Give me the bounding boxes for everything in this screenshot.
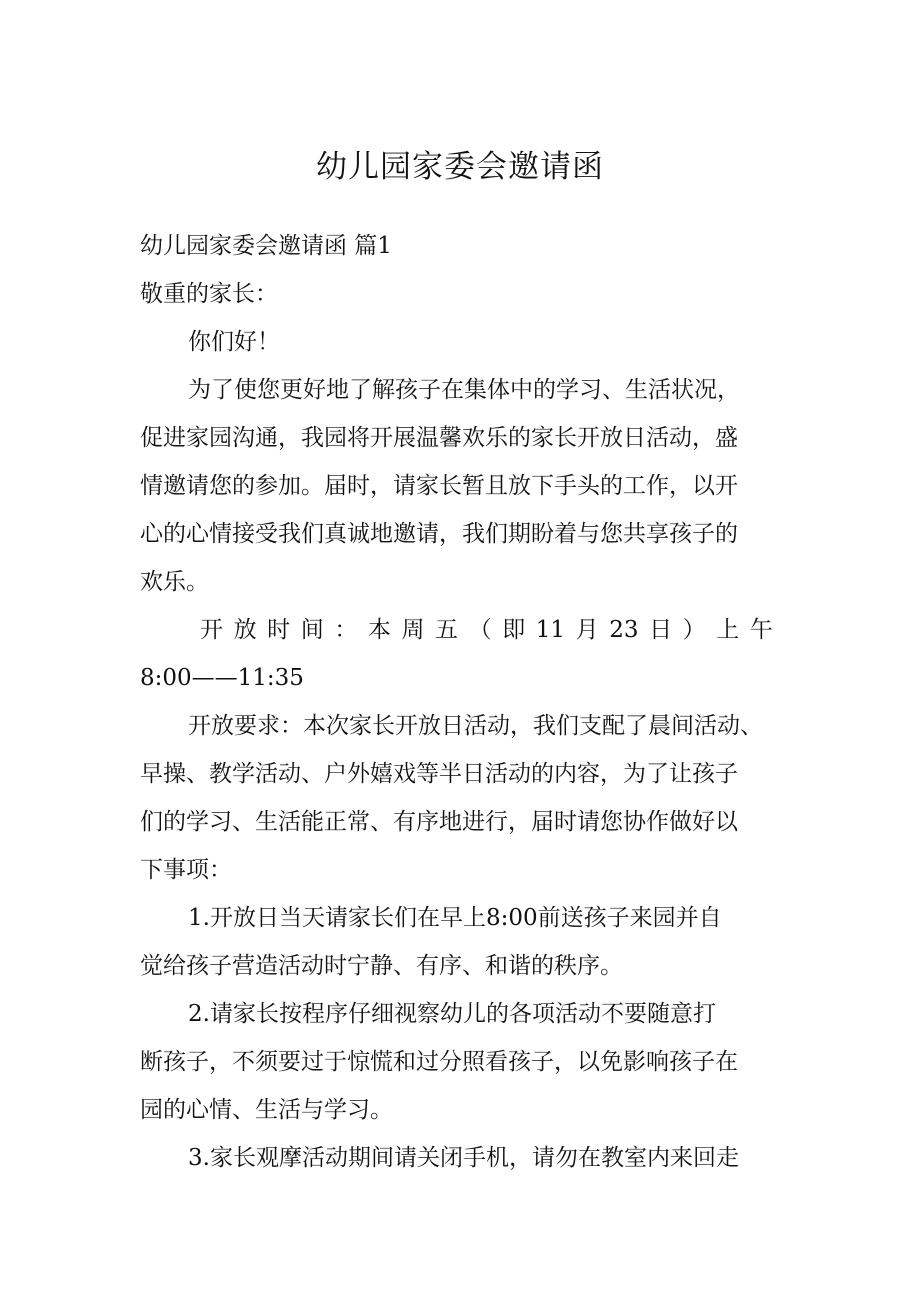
paragraph-line: 心的心情接受我们真诚地邀请，我们期盼着与您共享孩子的 bbox=[140, 521, 738, 547]
item-2-line: 园的心情、生活与学习。 bbox=[140, 1097, 393, 1123]
open-time-token: ： bbox=[334, 617, 358, 643]
open-time-token: 23 bbox=[609, 617, 639, 643]
requirements-line: 们的学习、生活能正常、有序地进行，届时请您协作做好以 bbox=[140, 809, 738, 835]
open-time-token: 月 bbox=[575, 617, 599, 643]
item-1-line: 1.开放日当天请家长们在早上8:00前送孩子来园并自 bbox=[188, 905, 722, 931]
open-time-token: 开 bbox=[200, 617, 223, 643]
requirements-line: 早操、教学活动、户外嬉戏等半日活动的内容，为了让孩子 bbox=[140, 761, 738, 787]
open-time-token: 午 bbox=[749, 617, 773, 643]
open-time-token: 周 bbox=[401, 617, 425, 643]
open-time-token: 上 bbox=[716, 617, 740, 643]
document-body bbox=[140, 222, 785, 1182]
item-2-line: 断孩子，不须要过于惊慌和过分照看孩子，以免影响孩子在 bbox=[140, 1049, 738, 1075]
open-time-token: 放 bbox=[233, 617, 257, 643]
section-heading: 幼儿园家委会邀请函 篇1 bbox=[140, 233, 392, 259]
item-2-line: 2.请家长按程序仔细视察幼儿的各项活动不要随意打 bbox=[188, 1001, 716, 1027]
open-time-token: 间 bbox=[300, 617, 324, 643]
salutation: 敬重的家长： bbox=[140, 281, 278, 307]
open-time-token: 即 bbox=[502, 617, 526, 643]
item-3-line: 3.家长观摩活动期间请关闭手机，请勿在教室内来回走 bbox=[188, 1145, 739, 1171]
open-time-token: 日 bbox=[649, 617, 673, 643]
paragraph-line: 促进家园沟通，我园将开展温馨欢乐的家长开放日活动，盛 bbox=[140, 425, 738, 451]
open-time-token: 11 bbox=[535, 617, 566, 643]
open-time-token: 本 bbox=[367, 617, 391, 643]
open-time-line bbox=[140, 606, 785, 654]
open-time-token: 时 bbox=[267, 617, 291, 643]
open-time-range: 8:00——11:35 bbox=[140, 665, 304, 691]
paragraph-line: 欢乐。 bbox=[140, 569, 209, 595]
requirements-line: 下事项： bbox=[140, 857, 232, 883]
item-1-line: 觉给孩子营造活动时宁静、有序、和谐的秩序。 bbox=[140, 953, 623, 979]
open-time-token: ） bbox=[682, 617, 706, 643]
paragraph-line: 为了使您更好地了解孩子在集体中的学习、生活状况， bbox=[188, 377, 740, 403]
paragraph-line: 情邀请您的参加。届时，请家长暂且放下手头的工作，以开 bbox=[140, 473, 738, 499]
requirements-line: 开放要求：本次家长开放日活动，我们支配了晨间活动、 bbox=[188, 713, 763, 739]
open-time-token: （ bbox=[468, 617, 492, 643]
document-title: 幼儿园家委会邀请函 bbox=[316, 149, 604, 185]
open-time-token: 五 bbox=[435, 617, 459, 643]
greeting: 你们好！ bbox=[188, 329, 280, 355]
